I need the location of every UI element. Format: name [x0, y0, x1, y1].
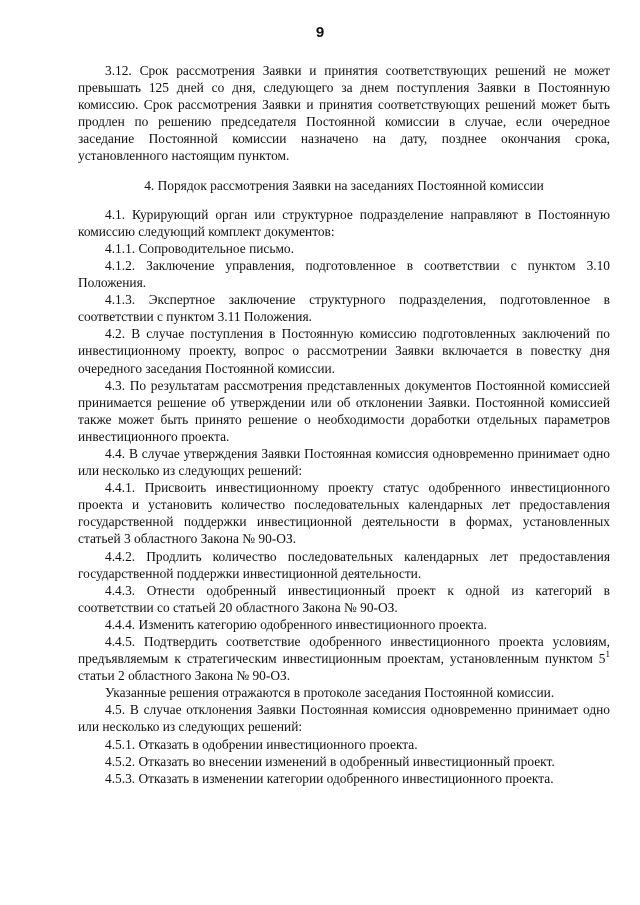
paragraph-3-12: 3.12. Срок рассмотрения Заявки и принятия соответствующих решений не может превышать 125 дней со дня, следующего за днем поступления Заявки в Постоянную комиссию. Срок рассмотрения Заявки и принятия соответствующих решений может быть продлен по решению председателя Постоянной комиссии в случае, если очередное заседание Постоянной комиссии назначено на дату, позднее окончания срока, установленного настоящим пунктом.	[78, 63, 610, 164]
paragraph-4-1-3: 4.1.3. Экспертное заключение структурного подразделения, подготовленное в соответствии с пунктом 3.11 Положения.	[78, 292, 610, 325]
paragraph-4-1-1: 4.1.1. Сопроводительное письмо.	[105, 240, 294, 256]
section-heading-4: 4. Порядок рассмотрения Заявки на заседаниях Постоянной комиссии	[144, 177, 544, 193]
paragraph-4-5-2: 4.5.2. Отказать во внесении изменений в одобренный инвестиционный проект.	[105, 753, 555, 769]
paragraph-4-5-3: 4.5.3. Отказать в изменении категории одобренного инвестиционного проекта.	[105, 770, 554, 786]
superscript-mark: 1	[605, 648, 610, 659]
paragraph-4-5: 4.5. В случае отклонения Заявки Постоянная комиссия одновременно принимает одно или несколько из следующих решений:	[78, 702, 610, 735]
paragraph-4-4-4: 4.4.4. Изменить категорию одобренного инвестиционного проекта.	[105, 616, 487, 632]
paragraph-decisions-note: Указанные решения отражаются в протоколе заседания Постоянной комиссии.	[105, 685, 555, 701]
paragraph-4-4: 4.4. В случае утверждения Заявки Постоянная комиссия одновременно принимает одно или несколько из следующих решений:	[78, 445, 610, 479]
paragraph-4-4-3: 4.4.3. Отнести одобренный инвестиционный проект к одной из категорий в соответствии со статьей 20 областного Закона № 90-ОЗ.	[78, 582, 610, 615]
page-number: 9	[315, 24, 325, 41]
paragraph-4-4-5-text: 4.4.5. Подтвердить соответствие одобренного инвестиционного проекта условиям, предъявляемым к стратегическим инвестиционным проектам, установленным пунктом 5	[78, 634, 610, 667]
paragraph-4-5-1: 4.5.1. Отказать в одобрении инвестиционного проекта.	[105, 736, 418, 752]
document-body	[78, 62, 610, 787]
paragraph-4-4-5	[78, 633, 610, 684]
paragraph-4-4-5-tail: статьи 2 областного Закона № 90-ОЗ.	[78, 668, 291, 684]
paragraph-4-1-2: 4.1.2. Заключение управления, подготовленное в соответствии с пунктом 3.10 Положения.	[78, 257, 610, 291]
paragraph-4-1: 4.1. Курирующий орган или структурное подразделение направляют в Постоянную комиссию следующий комплект документов:	[78, 206, 610, 239]
paragraph-4-2: 4.2. В случае поступления в Постоянную комиссию подготовленных заключений по инвестиционному проекту, вопрос о рассмотрении Заявки включается в повестку дня очередного заседания Постоянной комиссии.	[78, 326, 610, 376]
paragraph-4-4-2: 4.4.2. Продлить количество последовательных календарных лет предоставления государственной поддержки инвестиционной деятельности.	[78, 548, 610, 581]
paragraph-4-3: 4.3. По результатам рассмотрения представленных документов Постоянной комиссией принимается решение об утверждении или об отклонении Заявки. Постоянной комиссией также может быть принято решение о необходимости доработки отдельных параметров инвестиционного проекта.	[78, 377, 610, 444]
paragraph-4-4-1: 4.4.1. Присвоить инвестиционному проекту статус одобренного инвестиционного проекта и установить количество последовательных календарных лет предоставления государственной поддержки инвестиционной деятельности в формах, установленных статьей 3 областного Закона № 90-ОЗ.	[78, 480, 610, 547]
